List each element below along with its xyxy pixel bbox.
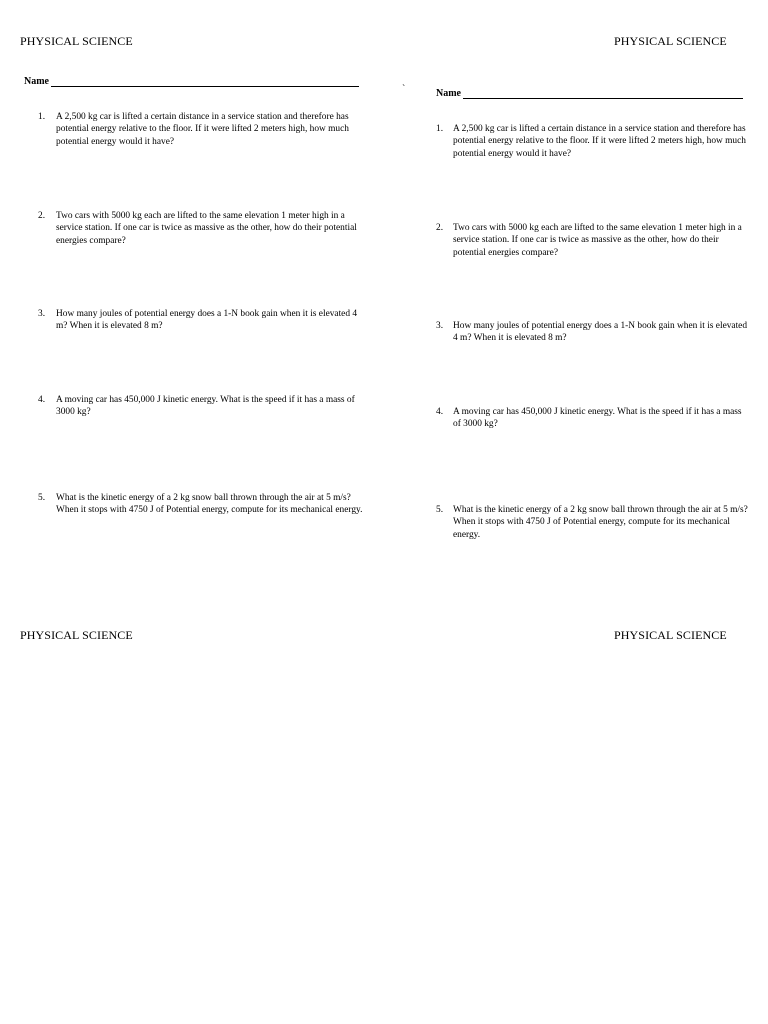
question-text: Two cars with 5000 kg each are lifted to the same elevation 1 meter high in a service station. If one car is twice as massive as the other, how do their potential energies compare? <box>56 211 357 246</box>
question-text: A moving car has 450,000 J kinetic energy. What is the speed if it has a mass of 3000 kg? <box>56 395 355 418</box>
question-number: 2. <box>436 223 444 233</box>
name-label: Name <box>436 88 461 99</box>
header-top-left: PHYSICAL SCIENCE <box>20 34 133 48</box>
name-field-left[interactable] <box>24 76 359 87</box>
question-number: 5. <box>436 505 444 515</box>
header-top-right: PHYSICAL SCIENCE <box>614 34 727 48</box>
question-number: 5. <box>38 493 46 503</box>
question-text: How many joules of potential energy does a 1-N book gain when it is elevated 4 m? When it is elevated 8 m? <box>453 321 748 344</box>
question-text: What is the kinetic energy of a 2 kg snow ball thrown through the air at 5 m/s? When it stops with 4750 J of Potential energy, compute for its mechanical energy. <box>56 493 363 516</box>
question-text: A moving car has 450,000 J kinetic energy. What is the speed if it has a mass of 3000 kg? <box>453 407 742 430</box>
name-underline[interactable] <box>463 89 743 99</box>
name-underline[interactable] <box>51 77 359 87</box>
header-bottom-right: PHYSICAL SCIENCE <box>614 628 727 642</box>
question-number: 1. <box>436 124 444 134</box>
question-number: 3. <box>436 321 444 331</box>
stray-mark: ` <box>402 84 406 95</box>
question-text: What is the kinetic energy of a 2 kg snow ball thrown through the air at 5 m/s? When it stops with 4750 J of Potential energy, compute for its mechanical energy. <box>453 505 748 540</box>
question-number: 1. <box>38 112 46 122</box>
question-number: 4. <box>436 407 444 417</box>
question-text: A 2,500 kg car is lifted a certain distance in a service station and therefore has potential energy relative to the floor. If it were lifted 2 meters high, how much potential energy would it have? <box>453 124 746 159</box>
question-text: How many joules of potential energy does a 1-N book gain when it is elevated 4 m? When it is elevated 8 m? <box>56 309 358 332</box>
question-number: 2. <box>38 211 46 221</box>
name-label: Name <box>24 76 49 87</box>
question-text: Two cars with 5000 kg each are lifted to the same elevation 1 meter high in a service station. If one car is twice as massive as the other, how do their potential energies compare? <box>453 223 742 258</box>
name-field-right[interactable] <box>436 88 743 99</box>
header-bottom-left: PHYSICAL SCIENCE <box>20 628 133 642</box>
question-number: 3. <box>38 309 46 319</box>
question-text: A 2,500 kg car is lifted a certain distance in a service station and therefore has potential energy relative to the floor. If it were lifted 2 meters high, how much potential energy would it have? <box>56 112 349 147</box>
question-number: 4. <box>38 395 46 405</box>
